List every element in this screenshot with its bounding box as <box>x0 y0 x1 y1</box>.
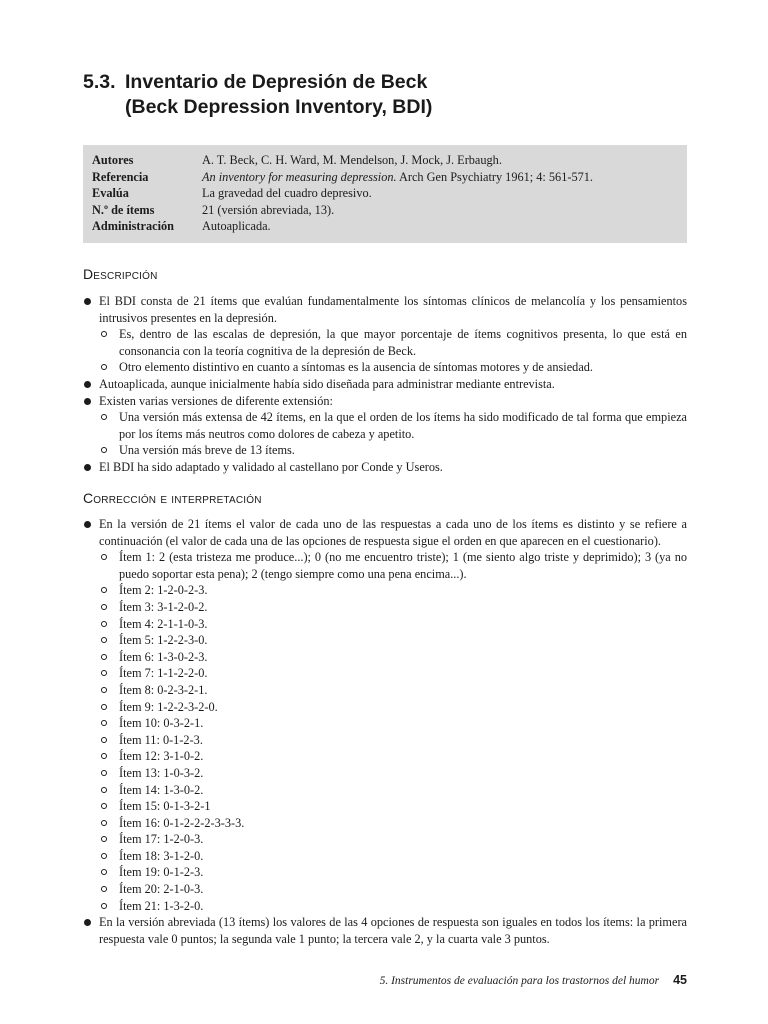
item-score: Ítem 19: 0-1-2-3. <box>83 864 687 881</box>
item-score: Ítem 15: 0-1-3-2-1 <box>83 798 687 815</box>
title-line-2: (Beck Depression Inventory, BDI) <box>125 96 433 118</box>
description-list <box>83 293 687 476</box>
info-value: Autoaplicada. <box>202 219 271 234</box>
list-item: El BDI ha sido adaptado y validado al castellano por Conde y Useros. <box>83 459 687 476</box>
title-line-1: Inventario de Depresión de Beck <box>125 71 428 93</box>
sub-list-item: Otro elemento distintivo en cuanto a síntomas es la ausencia de síntomas motores y de ansiedad. <box>83 359 687 376</box>
reference-title: An inventory for measuring depression. <box>202 169 397 184</box>
info-value: La gravedad del cuadro depresivo. <box>202 186 372 201</box>
item-score: Ítem 21: 1-3-2-0. <box>83 898 687 915</box>
info-label: Referencia <box>92 169 149 184</box>
correction-list <box>83 516 687 947</box>
item-score: Ítem 1: 2 (esta tristeza me produce...); 0 (no me encuentro triste); 1 (me siento algo triste y deprimido); 3 (ya no puedo soportar esta pena); 2 (tengo siempre como una pena encima...). <box>83 549 687 582</box>
item-score: Ítem 9: 1-2-2-3-2-0. <box>83 699 687 716</box>
list-item: En la versión abreviada (13 ítems) los valores de las 4 opciones de respuesta son iguales en todos los ítems: la primera respuesta vale 0 puntos; la segunda vale 1 punto; la tercera vale 2, y la cuarta vale 3 puntos. <box>83 914 687 947</box>
page-title <box>83 70 687 120</box>
item-score: Ítem 14: 1-3-0-2. <box>83 782 687 799</box>
item-score: Ítem 11: 0-1-2-3. <box>83 732 687 749</box>
info-row-evaluates <box>92 185 678 202</box>
sub-list-item: Es, dentro de las escalas de depresión, la que mayor porcentaje de ítems cognitivos presenta, lo que está en consonancia con la teoría cognitiva de la depresión de Beck. <box>83 326 687 359</box>
item-score: Ítem 13: 1-0-3-2. <box>83 765 687 782</box>
section-number: 5.3. <box>83 71 116 93</box>
info-row-reference <box>92 169 678 186</box>
item-score: Ítem 12: 3-1-0-2. <box>83 748 687 765</box>
info-label: Evalúa <box>92 186 129 201</box>
footer-chapter: 5. Instrumentos de evaluación para los trastornos del humor <box>379 975 660 987</box>
page-number: 45 <box>673 973 687 987</box>
list-item: En la versión de 21 ítems el valor de cada uno de las respuestas a cada uno de los ítems es distinto y se refiere a continuación (el valor de cada una de las opciones de respuesta sigue el orden en que aparecen en el cuestionario). <box>83 516 687 549</box>
item-score: Ítem 5: 1-2-2-3-0. <box>83 632 687 649</box>
item-score: Ítem 17: 1-2-0-3. <box>83 831 687 848</box>
info-label: Autores <box>92 153 134 167</box>
info-row-authors <box>92 152 678 169</box>
info-label: N.º de ítems <box>92 202 155 217</box>
item-score: Ítem 20: 2-1-0-3. <box>83 881 687 898</box>
item-score: Ítem 4: 2-1-1-0-3. <box>83 616 687 633</box>
description-heading: Descripción <box>83 266 158 282</box>
item-score: Ítem 2: 1-2-0-2-3. <box>83 582 687 599</box>
info-row-items <box>92 202 678 219</box>
list-item: Existen varias versiones de diferente extensión: <box>83 393 687 410</box>
info-value: A. T. Beck, C. H. Ward, M. Mendelson, J. Mock, J. Erbaugh. <box>202 153 502 167</box>
item-score: Ítem 3: 3-1-2-0-2. <box>83 599 687 616</box>
sub-list-item: Una versión más extensa de 42 ítems, en la que el orden de los ítems ha sido modificado de tal forma que empieza por los ítems más neutros como dolores de cabeza y apetito. <box>83 409 687 442</box>
page-footer <box>83 973 687 987</box>
info-row-administration <box>92 218 678 235</box>
sub-list-item: Una versión más breve de 13 ítems. <box>83 442 687 459</box>
item-score: Ítem 18: 3-1-2-0. <box>83 848 687 865</box>
list-item: El BDI consta de 21 ítems que evalúan fundamentalmente los síntomas clínicos de melancolía y los pensamientos intrusivos presentes en la depresión. <box>83 293 687 326</box>
correction-heading: Corrección e interpretación <box>83 490 262 506</box>
item-score: Ítem 7: 1-1-2-2-0. <box>83 665 687 682</box>
item-score: Ítem 16: 0-1-2-2-2-3-3-3. <box>83 815 687 832</box>
reference-source: Arch Gen Psychiatry 1961; 4: 561-571. <box>396 169 593 184</box>
info-value <box>202 169 678 186</box>
item-score: Ítem 6: 1-3-0-2-3. <box>83 649 687 666</box>
item-score: Ítem 8: 0-2-3-2-1. <box>83 682 687 699</box>
info-box <box>83 145 687 243</box>
item-score: Ítem 10: 0-3-2-1. <box>83 715 687 732</box>
list-item: Autoaplicada, aunque inicialmente había sido diseñada para administrar mediante entrevista. <box>83 376 687 393</box>
info-value: 21 (versión abreviada, 13). <box>202 202 335 217</box>
info-label: Administración <box>92 219 174 234</box>
